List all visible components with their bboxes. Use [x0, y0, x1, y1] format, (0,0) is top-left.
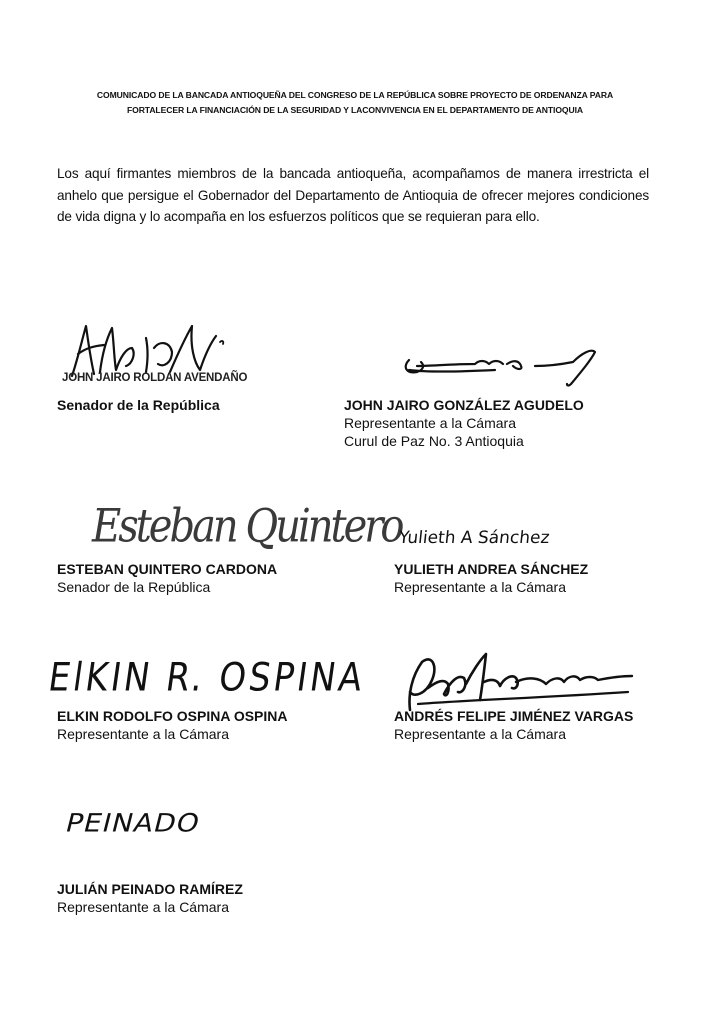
gonzalez-role-2: Curul de Paz No. 3 Antioquia [344, 433, 524, 449]
roldan-printed-name: JOHN JAIRO ROLDAN AVENDAÑO [62, 372, 248, 384]
signatory-gonzalez [344, 396, 584, 450]
sanchez-role: Representante a la Cámara [394, 579, 566, 595]
roldan-role: Senador de la República [57, 397, 220, 413]
signature-quintero: Esteban Quintero [92, 500, 402, 553]
ospina-name: ELKIN RODOLFO OSPINA OSPINA [57, 708, 288, 724]
header-line-1: COMUNICADO DE LA BANCADA ANTIOQUEÑA DEL CONGRESO DE LA REPÚBLICA SOBRE PROYECTO DE ORDENANZA PARA [96, 90, 614, 100]
peinado-role: Representante a la Cámara [57, 899, 229, 915]
jimenez-role: Representante a la Cámara [394, 726, 566, 742]
quintero-name: ESTEBAN QUINTERO CARDONA [57, 561, 278, 577]
signature-ospina: ElKIN R. OSPINA [45, 655, 369, 701]
signature-sanchez: Yulieth A Sánchez [397, 528, 551, 548]
document-header [40, 88, 670, 118]
signatory-peinado [57, 880, 243, 916]
jimenez-name: ANDRÉS FELIPE JIMÉNEZ VARGAS [394, 708, 634, 724]
signature-gonzalez [395, 340, 605, 390]
body-paragraph: Los aquí firmantes miembros de la bancada antioqueña, acompañamos de manera irrestricta el anhelo que persigue el Gobernador del Departamento de Antioquia de ofrecer mejores condiciones de vida digna y lo acompaña en los esfuerzos políticos que se requieran para ello. [57, 166, 649, 224]
signatory-roldan [57, 396, 220, 414]
peinado-name: JULIÁN PEINADO RAMÍREZ [57, 881, 243, 897]
gonzalez-name: JOHN JAIRO GONZÁLEZ AGUDELO [344, 397, 584, 413]
quintero-role: Senador de la República [57, 579, 211, 595]
signature-peinado: PEINADO [62, 808, 204, 838]
ospina-role: Representante a la Cámara [57, 726, 229, 742]
signatory-jimenez [394, 707, 633, 743]
signatory-ospina [57, 707, 288, 743]
signatory-sanchez [394, 560, 588, 596]
gonzalez-role: Representante a la Cámara [344, 415, 516, 431]
sanchez-name: YULIETH ANDREA SÁNCHEZ [394, 561, 589, 577]
header-line-2: FORTALECER LA FINANCIACIÓN DE LA SEGURIDAD Y LACONVIVENCIA EN EL DEPARTAMENTO DE ANTIOQUIA [126, 105, 584, 115]
signatory-quintero [57, 560, 277, 596]
